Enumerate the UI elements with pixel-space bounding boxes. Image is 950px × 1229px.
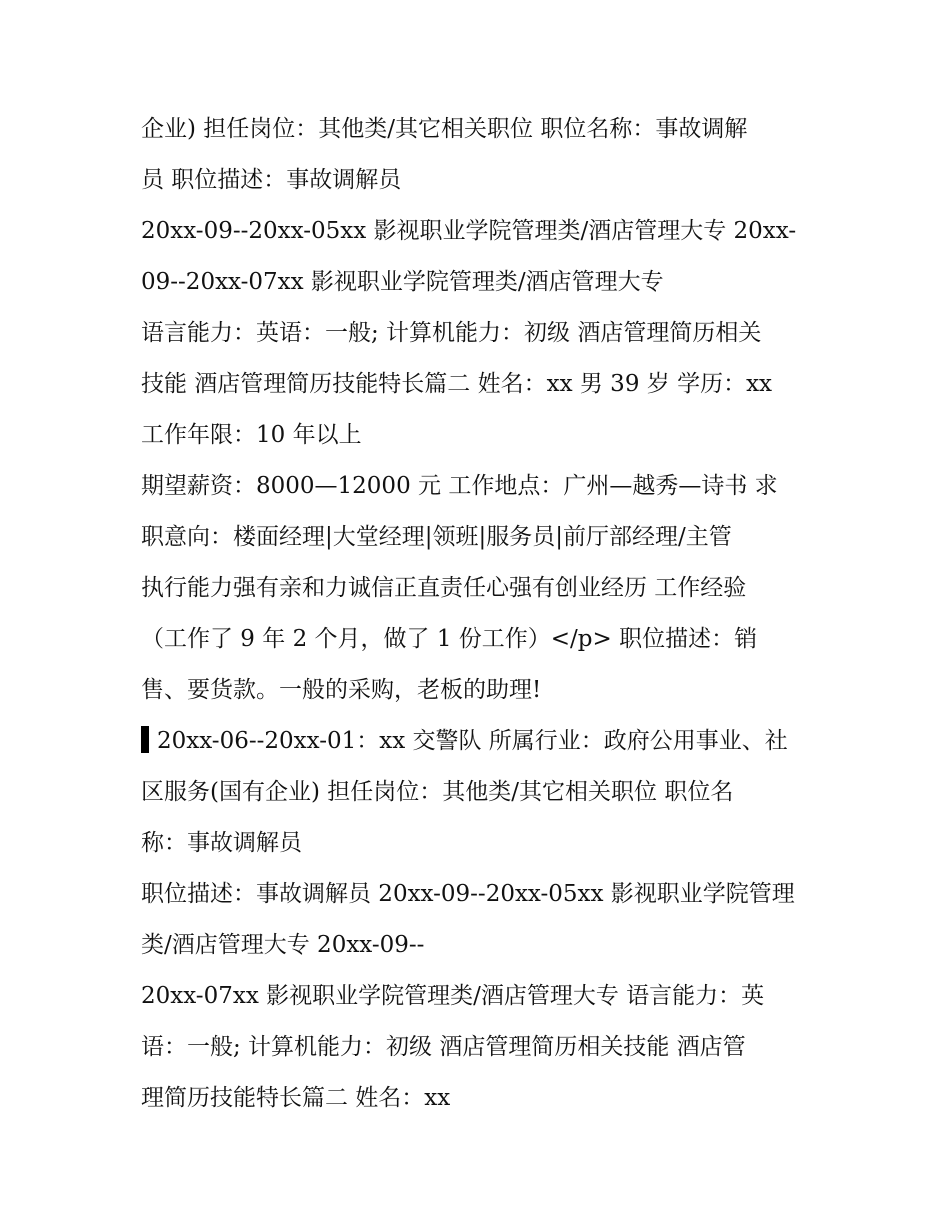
text-line: 语言能力：英语：一般; 计算机能力：初级 酒店管理简历相关 [141, 320, 762, 346]
body-text [141, 104, 821, 1124]
text-line: 技能 酒店管理简历技能特长篇二 姓名：xx 男 39 岁 学历：xx [141, 371, 773, 397]
text-line: 期望薪资：8000—12000 元 工作地点：广州—越秀—诗书 求 [141, 473, 778, 499]
text-line: 语：一般; 计算机能力：初级 酒店管理简历相关技能 酒店管 [141, 1034, 746, 1060]
text-line: 工作年限：10 年以上 [141, 422, 362, 448]
bullet-bar-icon [141, 726, 149, 753]
bullet-line [141, 716, 821, 767]
text-line: 职位描述：事故调解员 20xx-09--20xx-05xx 影视职业学院管理 [141, 881, 795, 907]
text-line: 理简历技能特长篇二 姓名：xx [141, 1085, 451, 1111]
text-line: 执行能力强有亲和力诚信正直责任心强有创业经历 工作经验 [141, 575, 747, 601]
text-line: 企业) 担任岗位：其他类/其它相关职位 职位名称：事故调解 [141, 116, 748, 142]
text-line: （工作了 9 年 2 个月，做了 1 份工作）</p> 职位描述：销 [141, 626, 758, 652]
text-line: 称：事故调解员 [141, 830, 302, 856]
text-line: 员 职位描述：事故调解员 [141, 167, 402, 193]
text-line: 20xx-09--20xx-05xx 影视职业学院管理类/酒店管理大专 20xx- [141, 218, 797, 244]
text-line: 职意向：楼面经理|大堂经理|领班|服务员|前厅部经理/主管 [141, 524, 732, 550]
text-line: 类/酒店管理大专 20xx-09-- [141, 932, 425, 958]
text-line: 区服务(国有企业) 担任岗位：其他类/其它相关职位 职位名 [141, 779, 734, 805]
text-line: 售、要货款。一般的采购，老板的助理! [141, 677, 542, 703]
text-line: 20xx-06--20xx-01：xx 交警队 所属行业：政府公用事业、社 [157, 728, 788, 754]
text-line: 20xx-07xx 影视职业学院管理类/酒店管理大专 语言能力：英 [141, 983, 765, 1009]
text-line: 09--20xx-07xx 影视职业学院管理类/酒店管理大专 [141, 269, 664, 295]
